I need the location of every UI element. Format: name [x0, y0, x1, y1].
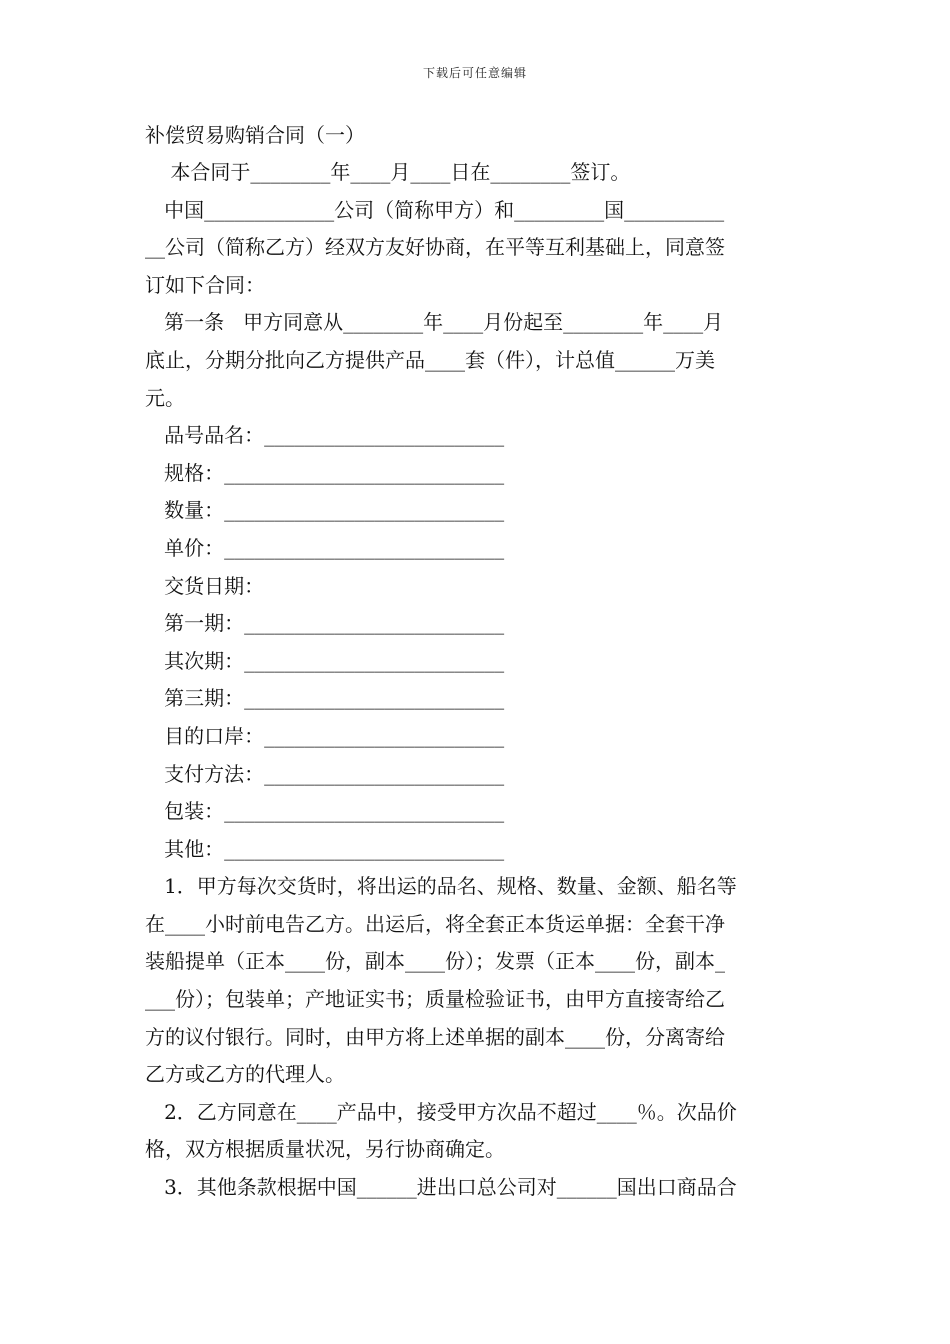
paragraph-line: ___份）；包装单；产地证实书；质量检验证书，由甲方直接寄给乙 — [145, 987, 725, 1012]
form-field-line: 其他：____________________________ — [145, 836, 505, 861]
paragraph-line: 装船提单（正本____份，副本____份）；发票（正本____份，副本_ — [145, 949, 725, 974]
form-field-line: 单价：____________________________ — [145, 535, 505, 560]
form-field-line: 包装：____________________________ — [145, 799, 505, 824]
paragraph-line: 在____小时前电告乙方。出运后，将全套正本货运单据：全套干净 — [145, 911, 725, 936]
paragraph-line: 格，双方根据质量状况，另行协商确定。 — [145, 1137, 505, 1162]
form-field-line: 品号品名：________________________ — [145, 423, 505, 448]
paragraph-line: 本合同于________年____月____日在________签订。 — [145, 160, 631, 184]
paragraph-line: 底止，分期分批向乙方提供产品____套（件），计总值______万美 — [145, 347, 715, 372]
form-field-line: 第一期：__________________________ — [145, 611, 505, 636]
paragraph-line: 中国_____________公司（简称甲方）和_________国__________ — [145, 197, 725, 222]
page-header: 下载后可任意编辑 — [422, 66, 527, 80]
form-field-line: 目的口岸：________________________ — [145, 723, 505, 748]
paragraph-line: 方的议付银行。同时，由甲方将上述单据的副本____份，分离寄给 — [145, 1024, 725, 1049]
paragraph-line: 1．甲方每次交货时，将出运的品名、规格、数量、金额、船名等 — [145, 874, 737, 899]
paragraph-line: 乙方或乙方的代理人。 — [145, 1062, 345, 1087]
paragraph-line: 第一条 甲方同意从________年____月份起至________年____月 — [145, 310, 724, 335]
form-field-line: 规格：____________________________ — [145, 460, 505, 485]
contract-title: 补偿贸易购销合同（一） — [145, 123, 365, 147]
contract-body — [145, 117, 807, 1207]
form-field-line: 第三期：__________________________ — [145, 686, 505, 711]
form-field-line: 支付方法：________________________ — [145, 761, 505, 786]
paragraph-line: __公司（简称乙方）经双方友好协商，在平等互利基础上，同意签 — [145, 235, 725, 260]
form-field-line: 其次期：__________________________ — [145, 648, 505, 673]
paragraph-line: 元。 — [145, 385, 185, 410]
form-field-line: 数量：____________________________ — [145, 498, 505, 523]
form-field-line: 交货日期： — [145, 573, 265, 598]
paragraph-line: 2．乙方同意在____产品中，接受甲方次品不超过____％。次品价 — [145, 1099, 737, 1124]
paragraph-line: 3．其他条款根据中国______进出口总公司对______国出口商品合 — [145, 1175, 737, 1200]
paragraph-line: 订如下合同： — [145, 272, 265, 297]
